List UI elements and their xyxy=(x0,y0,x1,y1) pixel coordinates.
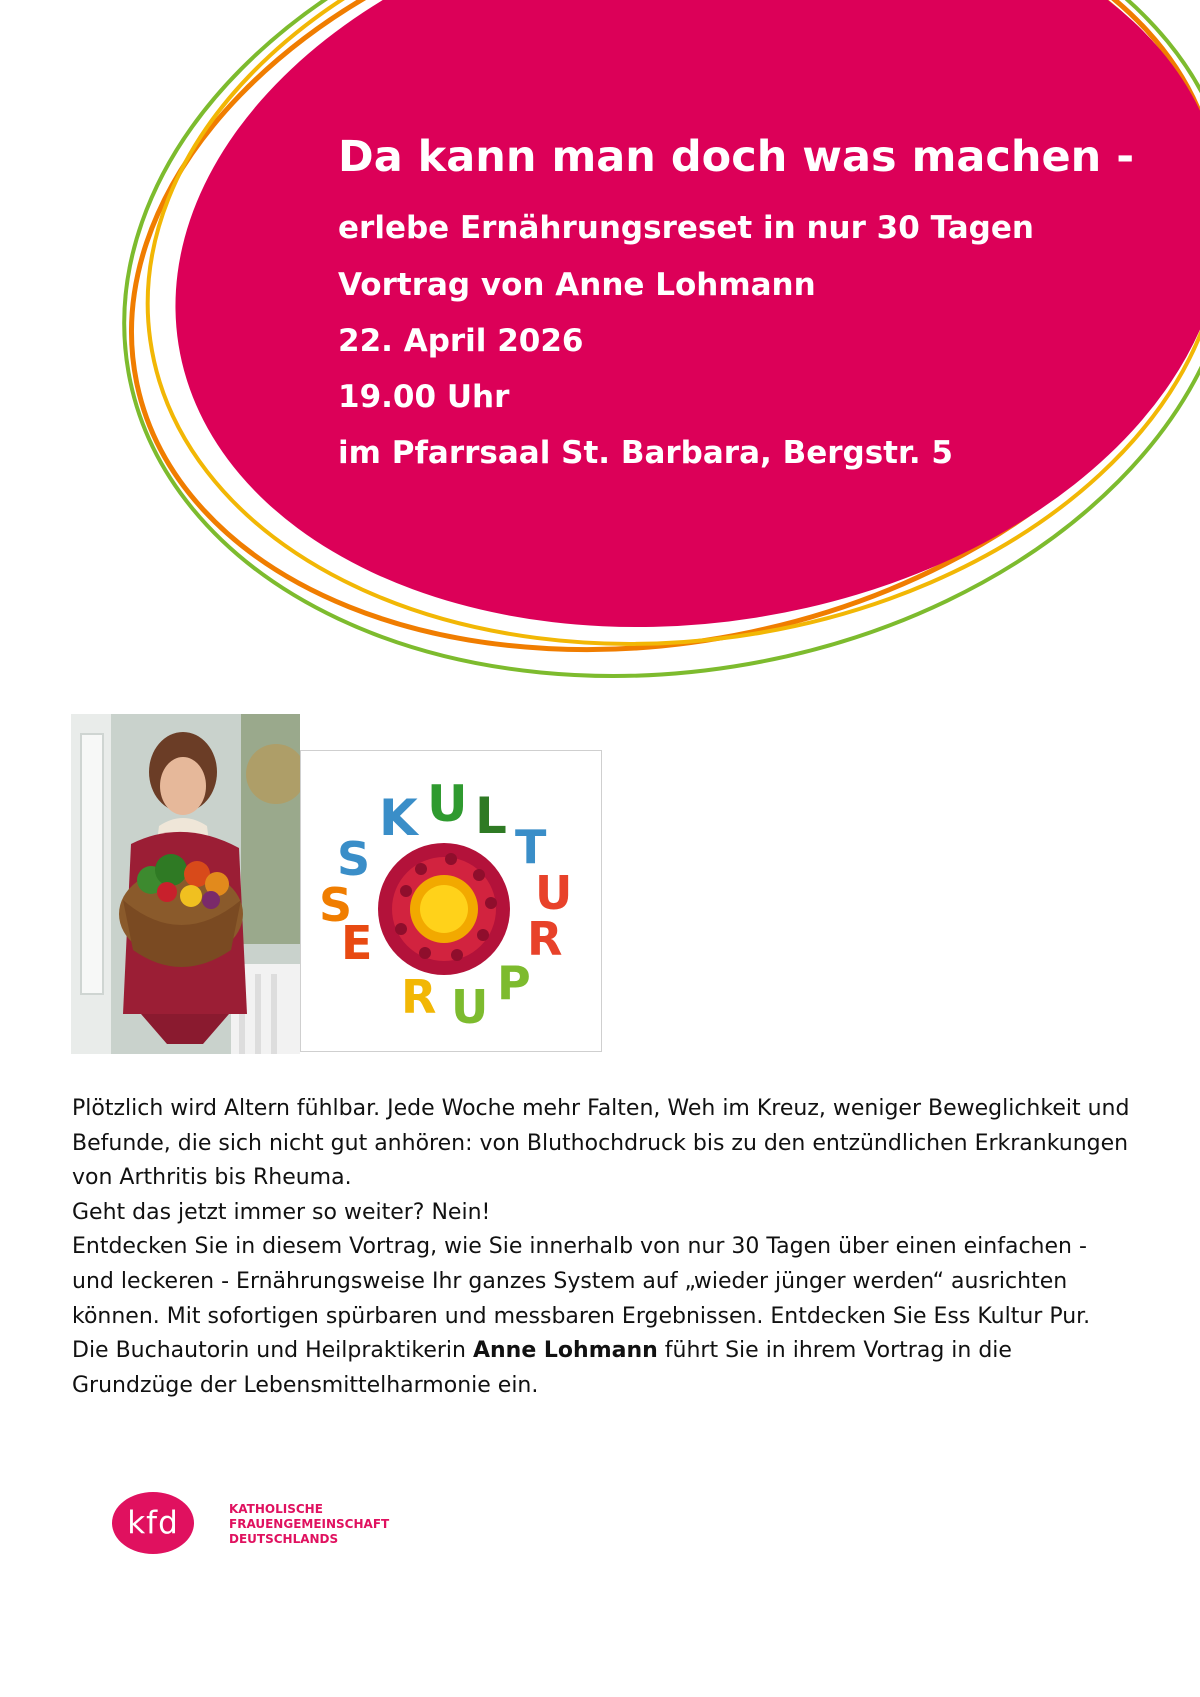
kfd-organization-name xyxy=(229,1502,389,1547)
magenta-oval xyxy=(122,0,1200,700)
speaker-outro-text: führt Sie in ihrem Vortrag in die Grundzüge der Lebensmittelharmonie ein. xyxy=(72,1338,1012,1398)
event-title: Da kann man doch was machen - xyxy=(338,132,1135,182)
event-location: im Pfarrsaal St. Barbara, Bergstr. 5 xyxy=(338,435,953,471)
esskultur-logo xyxy=(300,750,602,1052)
kfd-logo xyxy=(112,1492,422,1562)
paragraph-speaker xyxy=(72,1334,1132,1403)
kfd-badge: kfd xyxy=(112,1492,194,1554)
paragraph-question: Geht das jetzt immer so weiter? Nein! xyxy=(72,1199,491,1225)
logo-letter-u2: U xyxy=(535,866,573,920)
logo-letter-u1: U xyxy=(427,775,468,833)
speaker-name: Anne Lohmann xyxy=(472,1338,658,1364)
kfd-name-line: FRAUENGEMEINSCHAFT xyxy=(229,1517,390,1531)
logo-letter-u3: U xyxy=(451,980,489,1034)
event-speaker: Vortrag von Anne Lohmann xyxy=(338,267,816,303)
logo-letter-s1: S xyxy=(319,878,353,932)
logo-letter-l: L xyxy=(475,787,507,845)
logo-letter-r2: R xyxy=(401,970,437,1024)
event-time: 19.00 Uhr xyxy=(338,379,510,415)
logo-letter-e: E xyxy=(341,916,373,970)
paragraph-discover: Entdecken Sie in diesem Vortrag, wie Sie innerhalb von nur 30 Tagen über einen einfachen - und leckeren - Ernährungsweise Ihr ganzes System auf „wieder jünger werden“ ausrichten können. Mit sofortigen spürbaren und messbaren Ergebnissen. Entdecken Sie Ess Kultur Pur. xyxy=(72,1234,1091,1329)
speaker-photo xyxy=(71,714,300,1054)
logo-letter-r1: R xyxy=(527,912,563,966)
header-oval-graphic xyxy=(0,0,1200,700)
logo-letter-k: K xyxy=(379,789,418,847)
event-date: 22. April 2026 xyxy=(338,323,584,359)
kfd-name-line: KATHOLISCHE xyxy=(229,1502,323,1516)
event-subtitle: erlebe Ernährungsreset in nur 30 Tagen xyxy=(338,210,1034,246)
kfd-name-line: DEUTSCHLANDS xyxy=(229,1532,339,1546)
logo-letter-s2: S xyxy=(337,832,371,886)
description-text xyxy=(72,1092,1132,1403)
paragraph-intro: Plötzlich wird Altern fühlbar. Jede Woche mehr Falten, Weh im Kreuz, weniger Beweglichkeit und Befunde, die sich nicht gut anhören: von Bluthochdruck bis zu den entzündlichen Erkrankungen von Arthritis bis Rheuma. xyxy=(72,1096,1130,1191)
logo-letter-p: P xyxy=(497,956,531,1010)
logo-letter-t: T xyxy=(515,820,547,874)
speaker-intro-text: Die Buchautorin und Heilpraktikerin xyxy=(72,1338,473,1364)
